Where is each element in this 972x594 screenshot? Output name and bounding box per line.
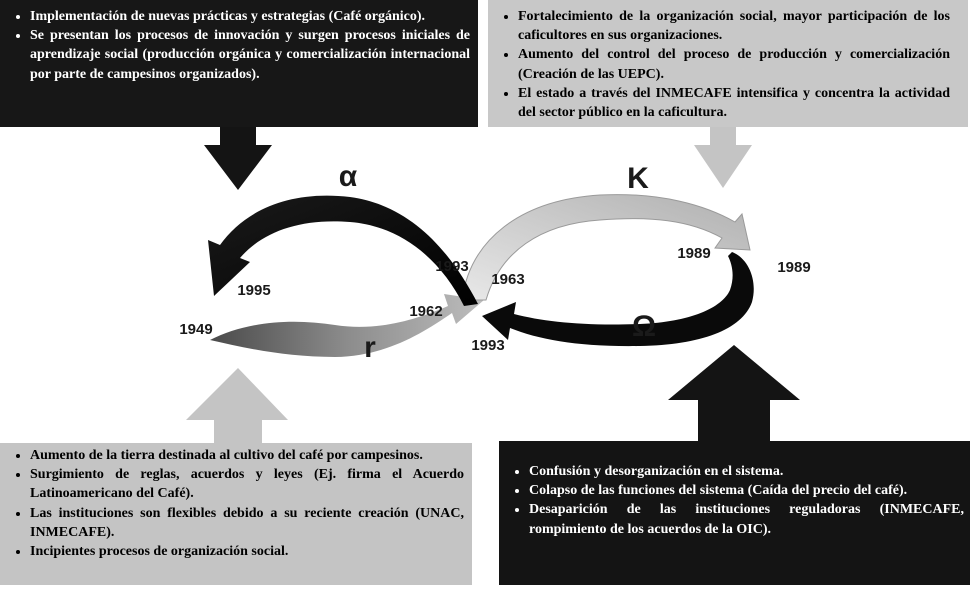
list-item: • Surgimiento de reglas, acuerdos y leyes (Ej. firma el Acuerdo Latinoamericano del Café). (30, 465, 464, 503)
list-item: • Colapso de las funciones del sistema (Caída del precio del café). (529, 481, 964, 500)
list-item: • Aumento del control del proceso de producción y comercialización (Creación de las UEPC). (518, 45, 950, 83)
list-item: • Desaparición de las instituciones reguladoras (INMECAFE, rompimiento de los acuerdos de la OIC). (529, 500, 964, 538)
list-item: • Las instituciones son flexibles debido a su reciente creación (UNAC, INMECAFE). (30, 504, 464, 542)
year-label-1993-center: 1993 (435, 258, 469, 275)
r-phase-arrow (210, 294, 484, 357)
r-phase-label: r (364, 331, 376, 364)
release-box-down-arrow (204, 127, 272, 190)
conservation-box-down-arrow (694, 127, 752, 188)
list-item: • El estado a través del INMECAFE intensifica y concentra la actividad del sector público en la caficultura. (518, 84, 950, 122)
year-label-1949: 1949 (179, 321, 213, 338)
omega-phase-label: Ω (631, 310, 657, 343)
year-label-1963: 1963 (491, 271, 525, 288)
year-label-1995: 1995 (237, 282, 271, 299)
list-item: • Se presentan los procesos de innovación y surgen procesos iniciales de aprendizaje social (producción orgánica y comercialización internacional por parte de campesinos organizados). (30, 26, 470, 84)
list-item: • Confusión y desorganización en el sistema. (529, 462, 964, 481)
list-item: • Fortalecimiento de la organización social, mayor participación de los caficultores en sus organizaciones. (518, 7, 950, 45)
exploitation-box-up-arrow (186, 368, 288, 443)
omega-phase-arrow (482, 252, 754, 346)
list-item: • Incipientes procesos de organización social. (30, 542, 464, 561)
list-item: • Aumento de la tierra destinada al cultivo del café por campesinos. (30, 446, 464, 465)
year-label-1989-right: 1989 (777, 259, 811, 276)
year-label-1993-bottom: 1993 (471, 337, 505, 354)
kappa-phase-label: K (627, 162, 649, 195)
year-label-1989-left: 1989 (677, 245, 711, 262)
collapse-box-up-arrow (668, 345, 800, 441)
year-label-1962: 1962 (409, 303, 443, 320)
list-item: • Implementación de nuevas prácticas y estrategias (Café orgánico). (30, 7, 470, 26)
alpha-phase-label: α (338, 160, 358, 193)
